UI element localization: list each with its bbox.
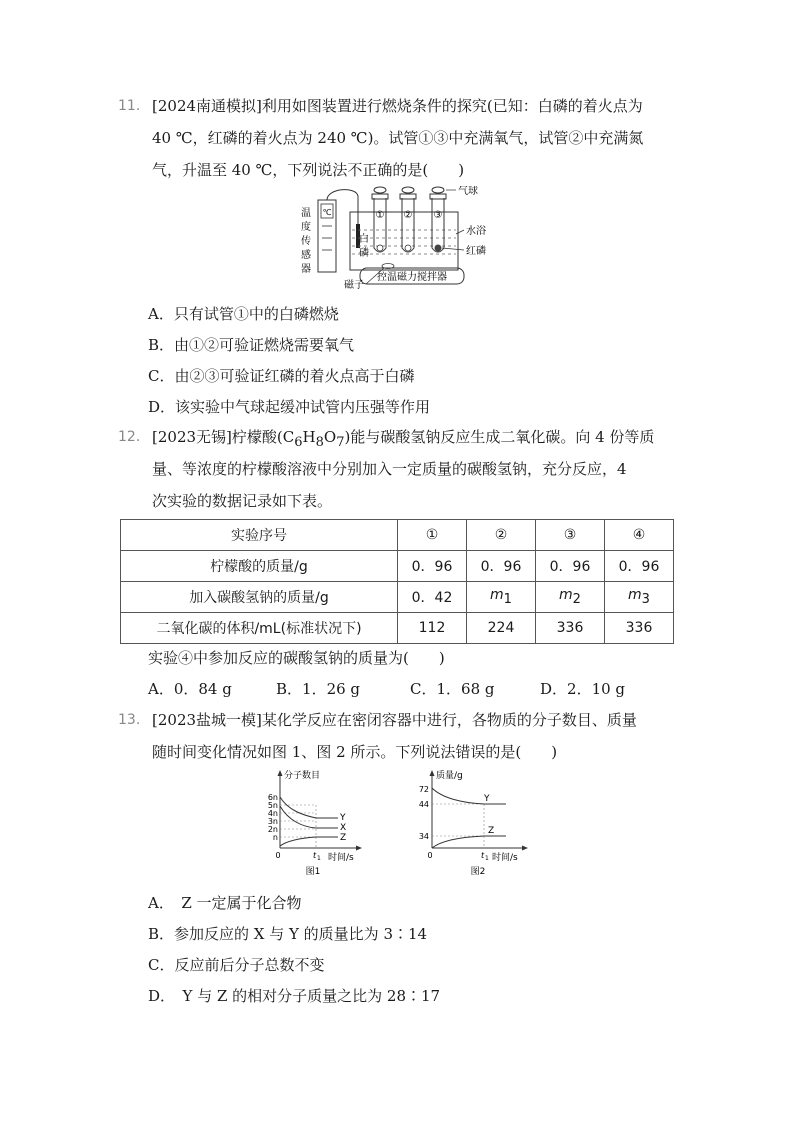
option-d[interactable]: D．该实验中气球起缓冲试管内压强等作用: [148, 398, 431, 416]
tube-label: ③: [433, 210, 443, 221]
variable-subscript: 2: [572, 591, 581, 607]
table-row: [121, 582, 674, 613]
figure-1-molecule-count: [258, 768, 368, 880]
table-cell: 0．42: [398, 582, 467, 613]
table-cell: 0．96: [467, 551, 536, 582]
question-text-line: [152, 427, 654, 453]
option-a[interactable]: A．0．84 g: [148, 680, 232, 698]
table-cell: 336: [536, 613, 605, 644]
figure-caption: 图2: [470, 867, 486, 877]
balloon-label: 气球: [458, 186, 478, 197]
formula-subscript: 8: [315, 435, 324, 450]
table-header-row: [121, 520, 674, 551]
experiment-table: [120, 519, 674, 644]
option-b[interactable]: B．1．26 g: [276, 680, 361, 698]
question-text-line: [2024南通模拟]利用如图装置进行燃烧条件的探究(已知：白磷的着火点为: [152, 97, 643, 115]
stirrer-label: 控温磁力搅拌器: [377, 272, 447, 283]
variable-subscript: 3: [641, 591, 650, 607]
origin-label: 0: [275, 851, 281, 860]
t1-label: t: [313, 851, 317, 860]
y-tick-label: 34: [418, 832, 429, 841]
y-tick-label: 4n: [267, 809, 278, 818]
question-text-line: 量、等浓度的柠檬酸溶液中分别加入一定质量的碳酸氢钠，充分反应，4: [152, 460, 627, 478]
y-tick-label: n: [272, 833, 278, 842]
tube-label: ②: [403, 210, 413, 221]
white-phosphorus-label: 磷: [359, 248, 369, 259]
y-tick-label: 3n: [267, 817, 278, 826]
table-row: [121, 613, 674, 644]
option-d[interactable]: D．2．10 g: [540, 680, 626, 698]
combustion-apparatus-figure: [296, 186, 506, 290]
option-c[interactable]: C．由②③可验证红磷的着火点高于白磷: [148, 367, 415, 385]
water-bath-label: 水浴: [466, 226, 486, 237]
y-tick-label: 44: [418, 800, 429, 809]
series-label-y: Y: [484, 794, 490, 804]
formula-part: H: [302, 428, 316, 446]
question-number: 11.: [118, 98, 141, 114]
table-cell: 0．96: [605, 551, 674, 582]
variable-m: m: [490, 587, 504, 604]
question-stem: 实验④中参加反应的碳酸氢钠的质量为( ): [148, 649, 445, 667]
table-cell: [605, 582, 674, 613]
sensor-label-char: 温: [301, 208, 311, 219]
option-c[interactable]: C．1．68 g: [410, 680, 495, 698]
sensor-label-char: 器: [301, 264, 311, 275]
red-phosphorus-label: 红磷: [466, 246, 486, 257]
table-cell: 柠檬酸的质量/g: [121, 551, 398, 582]
table-row: [121, 551, 674, 582]
option-b[interactable]: B．由①②可验证燃烧需要氧气: [148, 336, 355, 354]
white-phosphorus-2: [405, 245, 411, 251]
sensor-label-char: 感: [301, 250, 311, 261]
variable-subscript: 1: [503, 591, 512, 607]
question-text-line: 随时间变化情况如图 1、图 2 所示。下列说法错误的是( ): [152, 743, 558, 761]
table-cell: ②: [467, 520, 536, 551]
sensor-label-char: 传: [301, 236, 311, 247]
y-axis-label: 质量/g: [436, 771, 463, 781]
t1-label: t: [481, 851, 485, 860]
figure-caption: 图1: [305, 867, 321, 877]
table-cell: [536, 582, 605, 613]
table-cell: [467, 582, 536, 613]
origin-label: 0: [427, 851, 433, 860]
table-cell: 336: [605, 613, 674, 644]
question-text-line: [2023盐城一模]某化学反应在密闭容器中进行，各物质的分子数目、质量: [152, 711, 637, 729]
option-a[interactable]: A． Z 一定属于化合物: [148, 894, 302, 912]
y-tick-label: 5n: [267, 801, 278, 810]
question-number: 13.: [118, 712, 141, 728]
table-cell: ③: [536, 520, 605, 551]
question-text-line: 气，升温至 40 ℃，下列说法不正确的是( ): [152, 161, 465, 179]
question-text-line: 40 ℃，红磷的着火点为 240 ℃)。试管①③中充满氧气，试管②中充满氮: [152, 129, 644, 147]
table-cell: 实验序号: [121, 520, 398, 551]
red-phosphorus: [435, 245, 442, 252]
variable-m: m: [559, 587, 573, 604]
y-tick-label: 2n: [267, 825, 278, 834]
curve-y: [432, 788, 506, 804]
table-cell: 224: [467, 613, 536, 644]
table-cell: 0．96: [536, 551, 605, 582]
tube-label: ①: [375, 210, 385, 221]
option-d[interactable]: D． Y 与 Z 的相对分子质量之比为 28∶17: [148, 987, 441, 1005]
white-phosphorus-label: 白: [359, 234, 369, 245]
series-label-x: X: [340, 823, 347, 833]
option-b[interactable]: B．参加反应的 X 与 Y 的质量比为 3∶14: [148, 925, 428, 943]
t1-subscript: 1: [317, 855, 321, 862]
formula-subscript: 6: [294, 435, 303, 450]
formula-part: O: [323, 428, 337, 446]
table-cell: ④: [605, 520, 674, 551]
formula-subscript: 7: [336, 435, 345, 450]
t1-subscript: 1: [485, 855, 489, 862]
figure-2-mass: [412, 768, 534, 880]
curve-y: [280, 797, 338, 818]
formula-prefix: [2023无锡]柠檬酸(C: [152, 428, 295, 446]
option-a[interactable]: A．只有试管①中的白磷燃烧: [148, 305, 339, 323]
y-axis-label: 分子数目: [284, 771, 321, 781]
question-text: )能与碳酸氢钠反应生成二氧化碳。向 4 份等质: [344, 428, 655, 446]
x-axis-label: 时间/s: [492, 853, 518, 863]
magnet-label: 磁子: [344, 280, 364, 290]
table-cell: 加入碳酸氢钠的质量/g: [121, 582, 398, 613]
question-number: 12.: [118, 429, 141, 445]
curve-z: [280, 837, 338, 846]
variable-m: m: [628, 587, 642, 604]
series-label-y: Y: [340, 813, 346, 823]
table-cell: ①: [398, 520, 467, 551]
table-cell: 二氧化碳的体积/mL(标准状况下): [121, 613, 398, 644]
series-label-z: Z: [488, 826, 495, 836]
x-axis-label: 时间/s: [328, 853, 354, 863]
question-text-line: 次实验的数据记录如下表。: [152, 492, 333, 510]
series-label-z: Z: [340, 833, 347, 843]
y-tick-label: 72: [418, 785, 429, 794]
sensor-label-char: 度: [301, 222, 311, 233]
curve-z: [432, 836, 506, 848]
sensor-display-text: ℃: [322, 208, 332, 217]
white-phosphorus-1: [377, 245, 383, 251]
table-cell: 112: [398, 613, 467, 644]
table-cell: 0．96: [398, 551, 467, 582]
curve-x: [280, 806, 338, 828]
option-c[interactable]: C．反应前后分子总数不变: [148, 956, 325, 974]
y-tick-label: 6n: [267, 793, 278, 802]
